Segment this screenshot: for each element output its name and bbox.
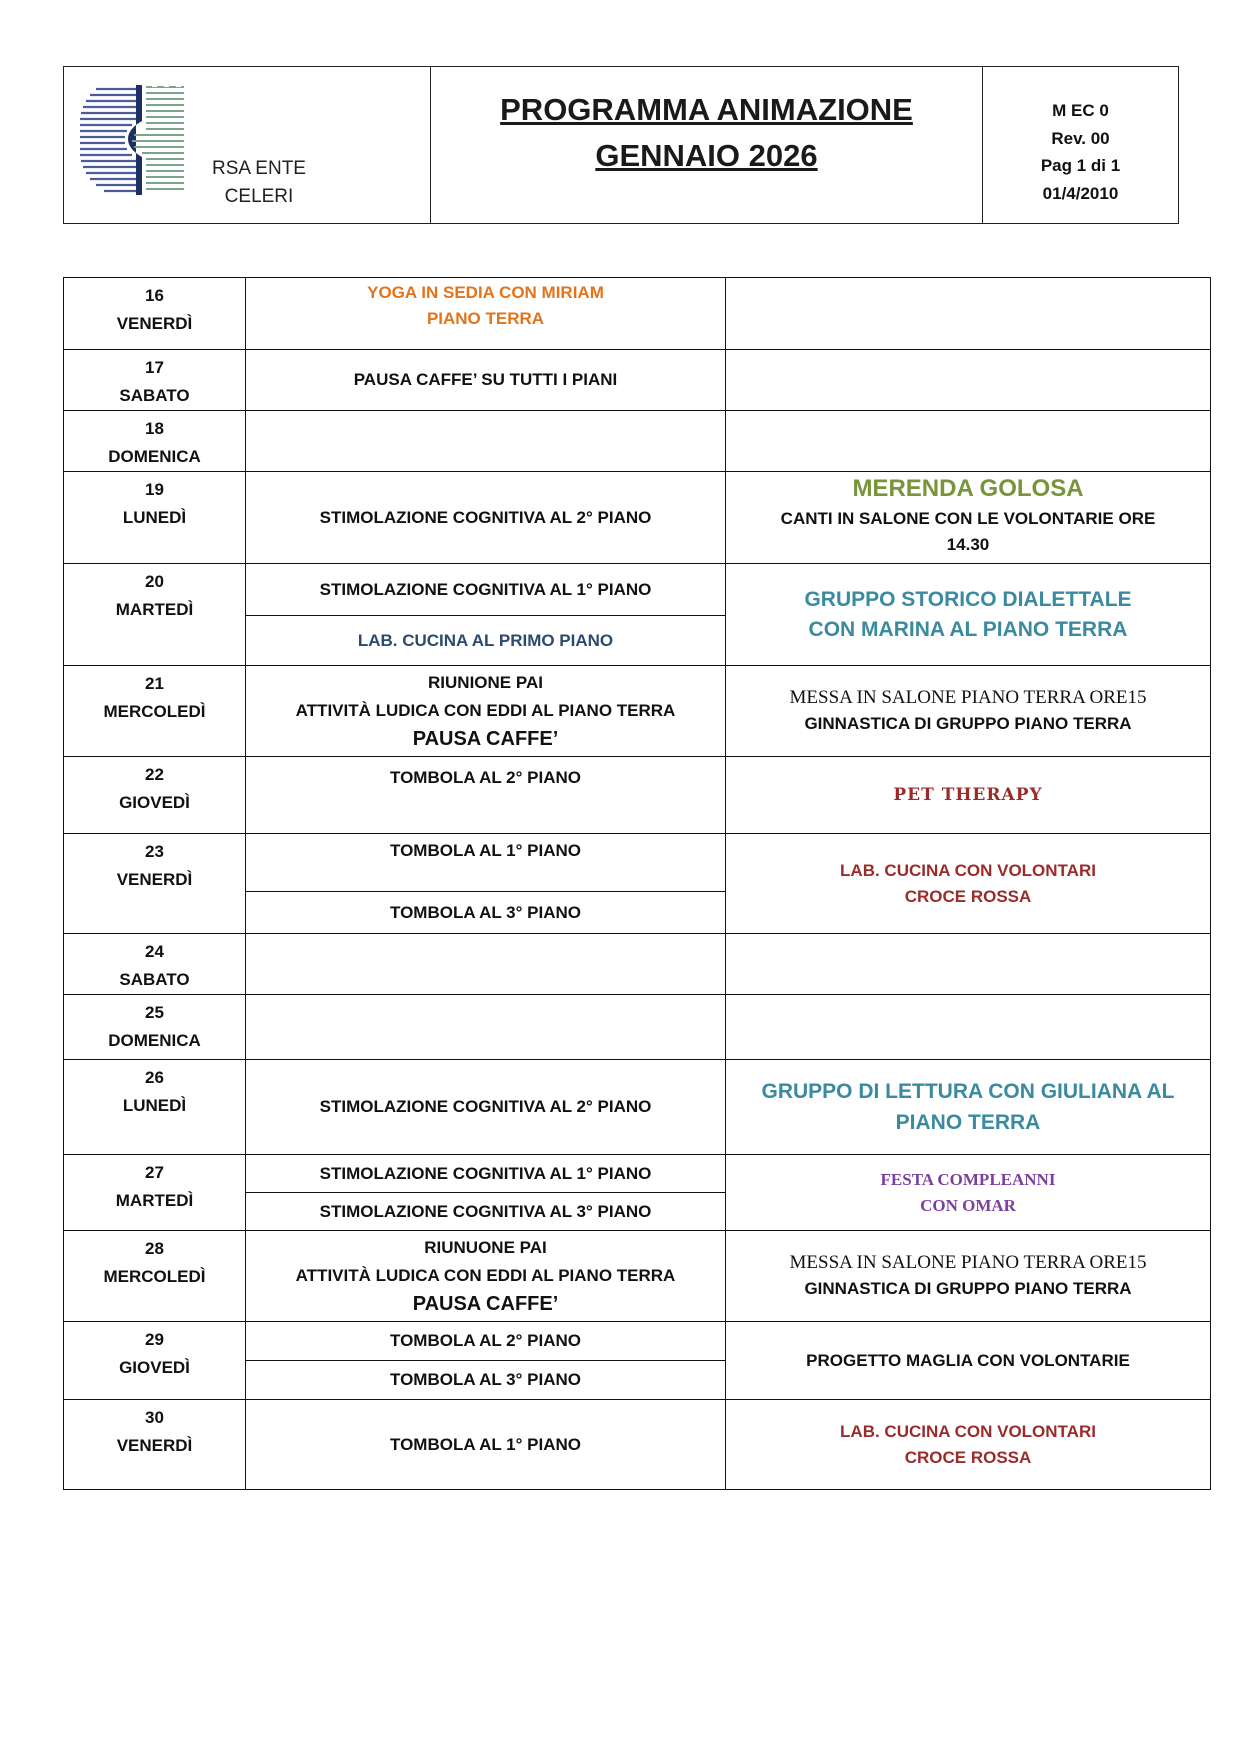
afternoon-cell xyxy=(726,472,1211,564)
day-cell xyxy=(64,278,246,350)
table-row xyxy=(64,1231,1211,1322)
activity-text: STIMOLAZIONE COGNITIVA AL 1° PIANO xyxy=(319,1163,652,1183)
activity-cell xyxy=(246,616,726,666)
day-name: GIOVEDÌ xyxy=(119,1358,190,1377)
afternoon-cell xyxy=(726,1400,1211,1490)
activity-cell xyxy=(246,934,726,995)
day-cell xyxy=(64,1322,246,1400)
afternoon-cell xyxy=(726,757,1211,834)
afternoon-cell xyxy=(726,350,1211,411)
activity-cell xyxy=(246,1193,726,1231)
activity-text: TOMBOLA AL 2° PIANO xyxy=(390,1331,581,1350)
table-row xyxy=(64,666,1211,757)
day-cell xyxy=(64,350,246,411)
activity-text: FESTA COMPLEANNI xyxy=(880,1169,1056,1189)
table-row xyxy=(64,1060,1211,1155)
day-cell xyxy=(64,1060,246,1155)
day-number: 24 xyxy=(145,942,164,961)
day-name: MERCOLEDÌ xyxy=(103,1267,206,1286)
day-cell xyxy=(64,995,246,1060)
activity-cell xyxy=(246,995,726,1060)
organization-line2: CELERI xyxy=(224,186,294,207)
afternoon-cell xyxy=(726,834,1211,934)
activity-cell xyxy=(246,834,726,892)
table-row xyxy=(64,472,1211,564)
activity-text: ATTIVITÀ LUDICA CON EDDI AL PIANO TERRA xyxy=(295,701,676,720)
activity-text: LAB. CUCINA AL PRIMO PIANO xyxy=(357,630,614,650)
afternoon-cell xyxy=(726,995,1211,1060)
title-line1: PROGRAMMA ANIMAZIONE xyxy=(500,92,913,127)
activity-cell xyxy=(246,757,726,834)
day-name: SABATO xyxy=(119,386,190,405)
activity-cell xyxy=(246,564,726,616)
table-row xyxy=(64,564,1211,616)
activity-cell xyxy=(246,1400,726,1490)
activity-text: STIMOLAZIONE COGNITIVA AL 1° PIANO xyxy=(319,579,652,599)
activity-text: GRUPPO DI LETTURA CON GIULIANA AL xyxy=(761,1080,1175,1103)
day-number: 23 xyxy=(145,842,164,861)
day-number: 27 xyxy=(145,1163,164,1182)
activity-text: LAB. CUCINA CON VOLONTARI xyxy=(840,1421,1096,1441)
day-number: 19 xyxy=(145,480,164,499)
day-name: LUNEDÌ xyxy=(122,1096,187,1115)
activity-text: RIUNUONE PAI xyxy=(424,1238,547,1257)
day-name: DOMENICA xyxy=(108,447,201,466)
day-name: LUNEDÌ xyxy=(122,508,187,527)
day-number: 22 xyxy=(145,765,164,784)
afternoon-cell xyxy=(726,1322,1211,1400)
organization-name xyxy=(212,155,306,211)
activity-cell xyxy=(246,892,726,934)
day-name: VENERDÌ xyxy=(116,1436,193,1455)
day-number: 25 xyxy=(145,1003,164,1022)
day-number: 21 xyxy=(145,674,164,693)
activity-text: GINNASTICA DI GRUPPO PIANO TERRA xyxy=(804,714,1132,733)
document-title xyxy=(431,67,983,223)
activity-text: STIMOLAZIONE COGNITIVA AL 3° PIANO xyxy=(319,1201,652,1221)
title-line2: GENNAIO 2026 xyxy=(595,138,818,173)
doc-code: M EC 0 xyxy=(1052,101,1109,120)
day-number: 30 xyxy=(145,1408,164,1427)
page-number: Pag 1 di 1 xyxy=(1040,156,1121,175)
activity-text: GINNASTICA DI GRUPPO PIANO TERRA xyxy=(804,1279,1132,1298)
afternoon-cell xyxy=(726,934,1211,995)
afternoon-cell xyxy=(726,278,1211,350)
organization-line1: RSA ENTE xyxy=(212,158,306,179)
activity-text: 14.30 xyxy=(946,535,990,554)
activity-text: ATTIVITÀ LUDICA CON EDDI AL PIANO TERRA xyxy=(295,1266,676,1285)
day-name: MERCOLEDÌ xyxy=(103,702,206,721)
table-row xyxy=(64,411,1211,472)
afternoon-cell xyxy=(726,1155,1211,1231)
activity-text: RIUNIONE PAI xyxy=(428,673,543,692)
table-row xyxy=(64,995,1211,1060)
activity-text: TOMBOLA AL 2° PIANO xyxy=(390,768,581,787)
day-cell xyxy=(64,1231,246,1322)
activity-text: TOMBOLA AL 3° PIANO xyxy=(390,1370,581,1389)
activity-text: PAUSA CAFFE’ xyxy=(412,1293,559,1315)
table-row xyxy=(64,834,1211,892)
activity-text: CROCE ROSSA xyxy=(904,886,1032,906)
schedule-table xyxy=(63,277,1211,1490)
day-number: 29 xyxy=(145,1330,164,1349)
day-number: 28 xyxy=(145,1239,164,1258)
day-number: 18 xyxy=(145,419,164,438)
activity-text: YOGA IN SEDIA CON MIRIAM xyxy=(367,283,604,302)
document-meta xyxy=(983,67,1178,223)
day-cell xyxy=(64,1155,246,1231)
day-name: VENERDÌ xyxy=(116,870,193,889)
afternoon-cell xyxy=(726,666,1211,757)
day-cell xyxy=(64,934,246,995)
activity-cell xyxy=(246,1322,726,1361)
day-name: VENERDÌ xyxy=(116,314,193,333)
activity-cell xyxy=(246,1361,726,1400)
activity-text: STIMOLAZIONE COGNITIVA AL 2° PIANO xyxy=(319,507,652,527)
activity-cell xyxy=(246,1155,726,1193)
activity-text: PAUSA CAFFE’ SU TUTTI I PIANI xyxy=(353,370,618,389)
day-name: MARTEDÌ xyxy=(115,600,194,619)
afternoon-cell xyxy=(726,564,1211,666)
activity-text: PROGETTO MAGLIA CON VOLONTARIE xyxy=(806,1350,1130,1370)
day-cell xyxy=(64,666,246,757)
activity-text: TOMBOLA AL 1° PIANO xyxy=(390,1434,581,1454)
logo-cell xyxy=(64,67,431,223)
table-row xyxy=(64,1322,1211,1361)
activity-cell xyxy=(246,411,726,472)
day-number: 16 xyxy=(145,286,164,305)
day-name: DOMENICA xyxy=(108,1031,201,1050)
day-cell xyxy=(64,411,246,472)
activity-cell xyxy=(246,278,726,350)
table-row xyxy=(64,1400,1211,1490)
document-header xyxy=(63,66,1179,224)
table-row xyxy=(64,1155,1211,1193)
day-cell xyxy=(64,757,246,834)
day-number: 20 xyxy=(145,572,164,591)
table-row xyxy=(64,757,1211,834)
activity-text: CANTI IN SALONE CON LE VOLONTARIE ORE xyxy=(780,509,1156,528)
activity-text: TOMBOLA AL 1° PIANO xyxy=(390,841,581,860)
activity-text: PIANO TERRA xyxy=(426,309,545,328)
day-name: MARTEDÌ xyxy=(115,1191,194,1210)
day-cell xyxy=(64,472,246,564)
day-number: 26 xyxy=(145,1068,164,1087)
activity-cell xyxy=(246,666,726,757)
activity-text: TOMBOLA AL 3° PIANO xyxy=(390,902,581,922)
afternoon-cell xyxy=(726,1060,1211,1155)
tower-logo-icon xyxy=(80,77,200,207)
activity-cell xyxy=(246,350,726,411)
day-cell xyxy=(64,1400,246,1490)
doc-date: 01/4/2010 xyxy=(1042,183,1119,203)
activity-text: CON OMAR xyxy=(920,1195,1016,1215)
table-row xyxy=(64,278,1211,350)
table-row xyxy=(64,350,1211,411)
activity-text: PIANO TERRA xyxy=(895,1111,1041,1134)
table-row xyxy=(64,934,1211,995)
activity-text: CROCE ROSSA xyxy=(904,1447,1032,1467)
day-name: GIOVEDÌ xyxy=(119,793,190,812)
activity-text: LAB. CUCINA CON VOLONTARI xyxy=(840,860,1096,880)
activity-text: MERENDA GOLOSA xyxy=(852,475,1084,502)
activity-cell xyxy=(246,472,726,564)
afternoon-cell xyxy=(726,1231,1211,1322)
activity-text: PAUSA CAFFE’ xyxy=(412,728,559,750)
activity-cell xyxy=(246,1060,726,1155)
activity-text: PET THERAPY xyxy=(893,785,1043,805)
afternoon-cell xyxy=(726,411,1211,472)
activity-text: CON MARINA AL PIANO TERRA xyxy=(808,617,1128,641)
activity-text: STIMOLAZIONE COGNITIVA AL 2° PIANO xyxy=(319,1097,652,1116)
activity-text: MESSA IN SALONE PIANO TERRA ORE15 xyxy=(789,687,1147,708)
day-number: 17 xyxy=(145,358,164,377)
activity-cell xyxy=(246,1231,726,1322)
revision: Rev. 00 xyxy=(1051,128,1110,148)
day-cell xyxy=(64,834,246,934)
day-cell xyxy=(64,564,246,666)
activity-text: GRUPPO STORICO DIALETTALE xyxy=(804,587,1132,611)
day-name: SABATO xyxy=(119,970,190,989)
activity-text: MESSA IN SALONE PIANO TERRA ORE15 xyxy=(789,1252,1147,1273)
